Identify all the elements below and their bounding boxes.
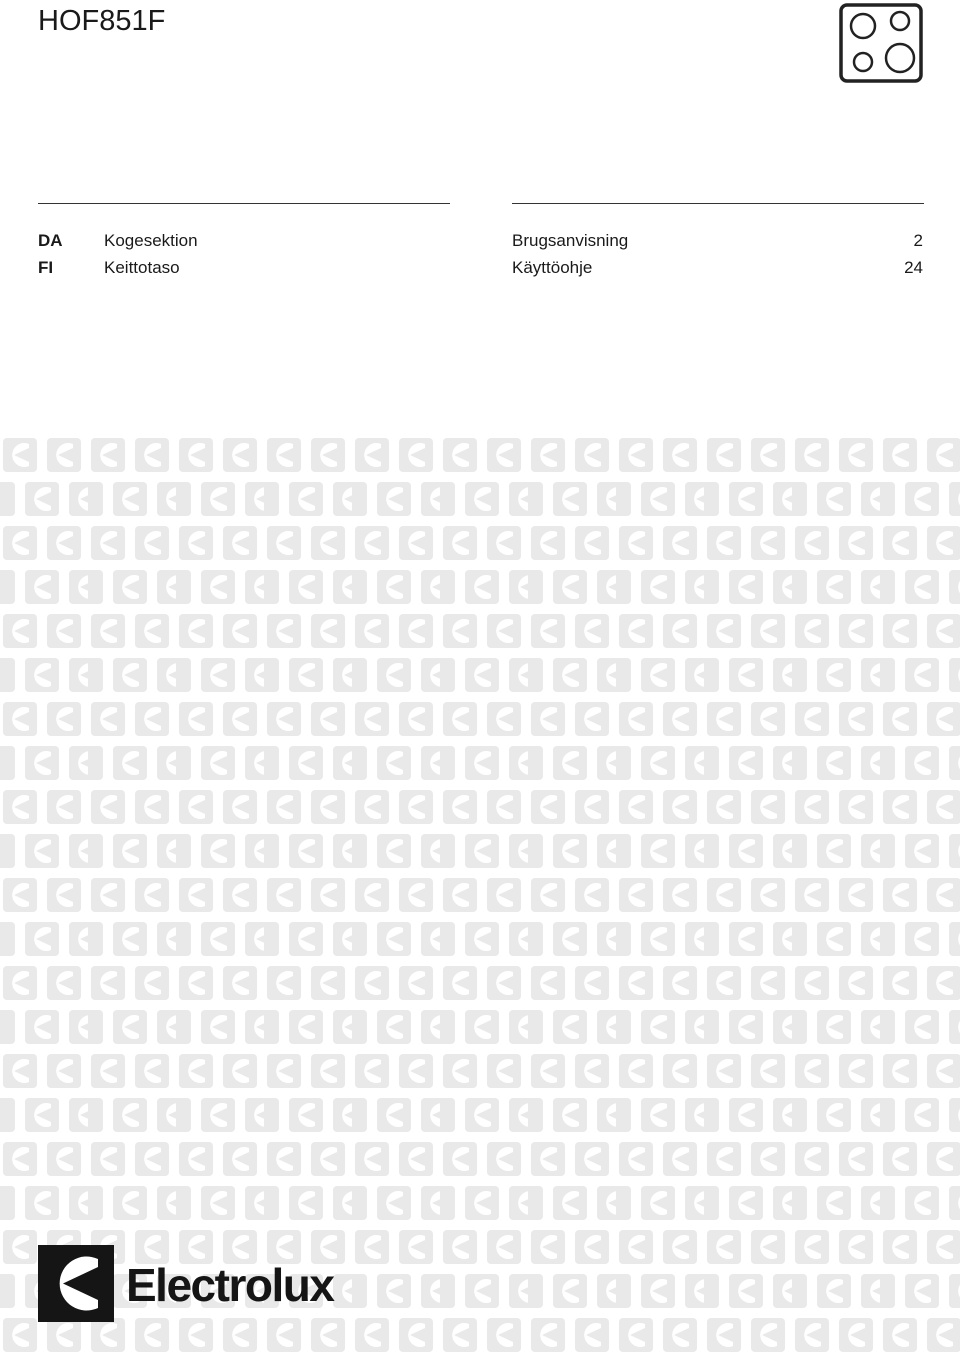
divider-left [38,203,450,204]
logo-pattern-background [0,436,960,1353]
page-number: 2 [913,231,923,250]
divider-right [512,203,924,204]
language-row-fi [0,255,960,281]
product-name: Keittotaso [104,258,180,277]
model-title: HOF851F [38,5,166,37]
document-type: Käyttöohje [512,258,593,277]
brand-name: Electrolux [126,1259,334,1311]
electrolux-logo-icon [38,1245,114,1322]
document-type: Brugsanvisning [512,231,629,250]
page-number: 24 [904,258,923,277]
product-name: Kogesektion [104,231,198,250]
language-row-da [0,228,960,254]
hob-four-zones-icon [838,2,924,84]
electrolux-brand [38,1245,378,1323]
language-code: FI [38,258,54,277]
language-code: DA [38,231,63,250]
